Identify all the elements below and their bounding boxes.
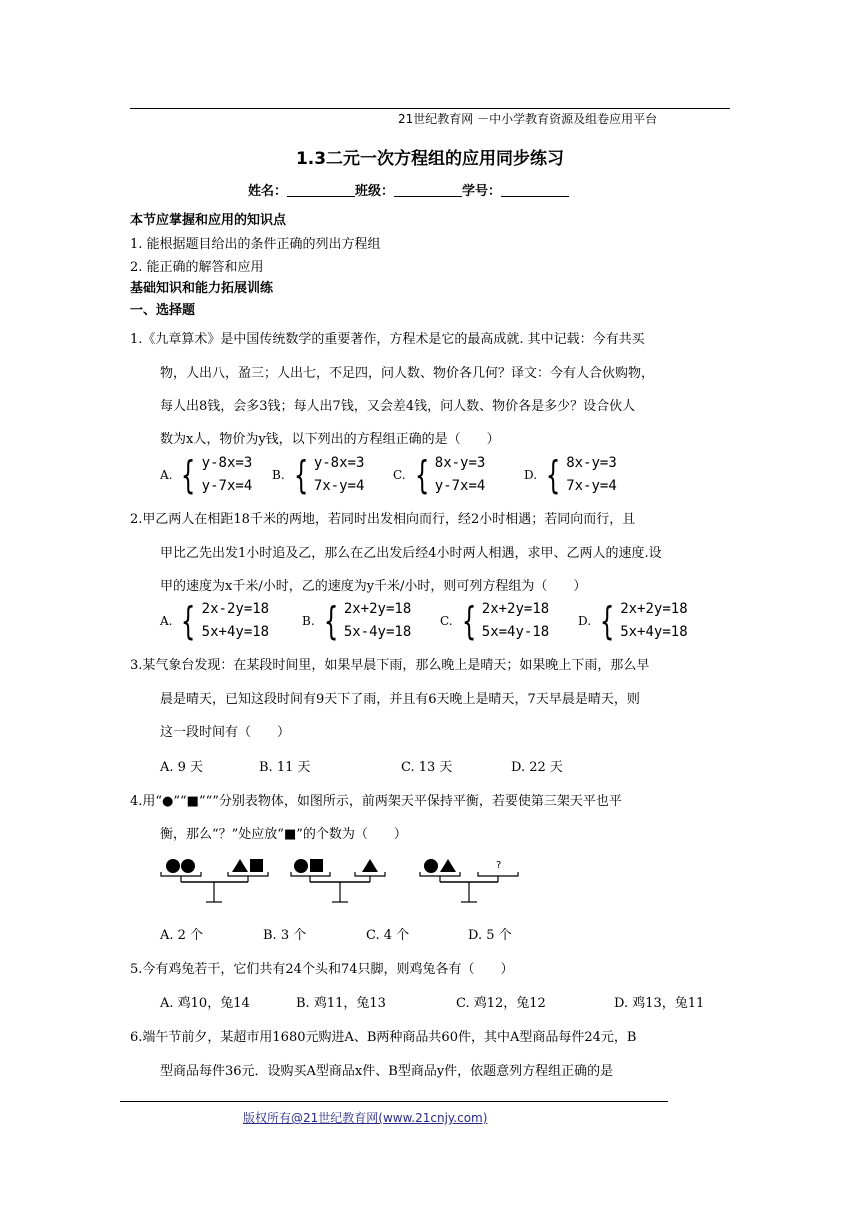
equation: 7x-y=4 <box>313 478 365 494</box>
knowledge-item: 1. 能根据题目给出的条件正确的列出方程组 <box>130 237 381 252</box>
equation: 5x+4y=18 <box>620 624 688 640</box>
id-blank <box>501 184 569 197</box>
student-info <box>248 180 569 199</box>
page-title: 1.3二元一次方程组的应用同步练习 <box>295 149 565 169</box>
equation: 5x+4y=18 <box>201 624 270 640</box>
equation: 8x-y=3 <box>566 455 617 471</box>
option-label: C. <box>440 614 453 628</box>
brace-icon: { <box>599 599 615 643</box>
equation: 5x=4y-18 <box>481 624 550 640</box>
circle-icon <box>181 859 195 873</box>
section-heading: 基础知识和能力拓展训练 <box>130 281 274 296</box>
equation: 2x+2y=18 <box>481 601 550 617</box>
q1-line: 数为x人，物价为y钱，以下列出的方程组正确的是（ ） <box>160 432 500 447</box>
q3-line: 3.某气象台发现：在某段时间里，如果早晨下雨，那么晚上是晴天；如果晚上下雨，那么早 <box>130 658 650 673</box>
q1-line: 1.《九章算术》是中国传统数学的重要著作，方程术是它的最高成就. 其中记载：今有共买 <box>130 332 645 347</box>
q4-line: 衡，那么“？”处应放“■”的个数为（ ） <box>160 827 407 842</box>
q1-line: 每人出8钱，会多3钱；每人出7钱，又会差4钱，问人数、物价各是多少？设合伙人 <box>160 399 636 414</box>
q1-line: 物，人出八，盈三；人出七，不足四，问人数、物价各几何？译文：今有人合伙购物， <box>160 366 655 381</box>
q2-line: 甲比乙先出发1小时追及乙，那么在乙出发后经4小时两人相遇，求甲、乙两人的速度.设 <box>160 546 662 561</box>
knowledge-item: 2. 能正确的解答和应用 <box>130 260 264 275</box>
q5-line: 5.今有鸡兔若干，它们共有24个头和74只脚，则鸡兔各有（ ） <box>130 962 514 977</box>
class-blank <box>394 184 462 197</box>
brace-icon: { <box>545 453 561 497</box>
q3-line: 这一段时间有（ ） <box>160 725 291 740</box>
q1-option-c[interactable] <box>393 452 485 498</box>
equation: y-7x=4 <box>201 478 253 494</box>
q1-option-a[interactable] <box>160 452 252 498</box>
q3-option-d[interactable]: D. 22 天 <box>511 760 563 775</box>
circle-icon <box>294 859 308 873</box>
q5-option-c[interactable]: C. 鸡12，兔12 <box>456 996 546 1011</box>
q4-option-a[interactable]: A. 2 个 <box>160 928 204 943</box>
q2-option-d[interactable] <box>578 598 688 644</box>
q1-option-d[interactable] <box>524 452 617 498</box>
equation: y-8x=3 <box>201 455 253 471</box>
name-label: 姓名： <box>248 184 288 199</box>
q4-option-b[interactable]: B. 3 个 <box>263 928 307 943</box>
option-label: A. <box>160 614 173 628</box>
q6-line: 6.端午节前夕，某超市用1680元购进A、B两种商品共60件，其中A型商品每件24元，B <box>130 1030 637 1045</box>
triangle-icon <box>440 859 456 872</box>
q2-option-c[interactable] <box>440 598 549 644</box>
header-text: 21世纪教育网 －中小学教育资源及组卷应用平台 <box>398 112 658 126</box>
brace-icon: { <box>181 599 196 643</box>
question-mark: ? <box>496 860 502 871</box>
knowledge-heading: 本节应掌握和应用的知识点 <box>130 213 287 228</box>
triangle-icon <box>232 859 248 872</box>
equation: 2x-2y=18 <box>201 601 270 617</box>
circle-icon <box>166 859 180 873</box>
equation: y-8x=3 <box>313 455 365 471</box>
equation: 8x-y=3 <box>434 455 486 471</box>
equation: 5x-4y=18 <box>343 624 412 640</box>
circle-icon <box>424 859 438 873</box>
q3-option-c[interactable]: C. 13 天 <box>401 760 453 775</box>
option-label: A. <box>160 468 173 482</box>
option-label: D. <box>524 468 538 482</box>
balance-scale-2 <box>291 859 385 902</box>
equation: 2x+2y=18 <box>343 601 412 617</box>
option-label: D. <box>578 614 592 628</box>
footer-link[interactable]: 版权所有@21世纪教育网(www.21cnjy.com) <box>243 1111 488 1125</box>
q3-option-b[interactable]: B. 11 天 <box>259 760 311 775</box>
q2-line: 甲的速度为x千米/小时，乙的速度为y千米/小时，则可列方程组为（ ） <box>160 579 587 594</box>
balance-scale-1 <box>161 859 268 902</box>
q2-line: 2.甲乙两人在相距18千米的两地，若同时出发相向而行，经2小时相遇；若同向而行，且 <box>130 512 636 527</box>
q2-option-b[interactable] <box>302 598 411 644</box>
equation: y-7x=4 <box>434 478 486 494</box>
square-icon <box>250 859 263 872</box>
equation: 2x+2y=18 <box>620 601 688 617</box>
name-blank <box>287 184 355 197</box>
equation: 7x-y=4 <box>566 478 617 494</box>
q3-line: 晨是晴天，已知这段时间有9天下了雨，并且有6天晚上是晴天，7天早晨是晴天，则 <box>160 692 640 707</box>
balance-scale-3 <box>420 859 518 902</box>
header-rule <box>130 108 730 109</box>
option-label: B. <box>302 614 315 628</box>
option-label: C. <box>393 468 406 482</box>
q6-line: 型商品每件36元．设购买A型商品x件、B型商品y件，依题意列方程组正确的是 <box>160 1064 614 1079</box>
id-label: 学号： <box>462 184 502 199</box>
brace-icon: { <box>293 453 308 497</box>
option-label: B. <box>272 468 285 482</box>
footer-rule <box>120 1101 668 1102</box>
q4-option-d[interactable]: D. 5 个 <box>468 928 512 943</box>
q3-option-a[interactable]: A. 9 天 <box>160 760 204 775</box>
q5-option-a[interactable]: A. 鸡10，兔14 <box>160 996 250 1011</box>
brace-icon: { <box>414 453 429 497</box>
q4-line: 4.用“●”“■”“”分别表物体，如图所示，前两架天平保持平衡，若要使第三架天平也平 <box>130 794 622 809</box>
q5-option-d[interactable]: D. 鸡13，兔11 <box>614 996 705 1011</box>
part-heading: 一、选择题 <box>130 303 196 318</box>
q4-option-c[interactable]: C. 4 个 <box>366 928 410 943</box>
triangle-icon <box>362 859 378 872</box>
brace-icon: { <box>181 453 196 497</box>
brace-icon: { <box>323 599 338 643</box>
q5-option-b[interactable]: B. 鸡11，兔13 <box>296 996 386 1011</box>
square-icon <box>310 859 323 872</box>
q1-option-b[interactable] <box>272 452 364 498</box>
brace-icon: { <box>461 599 476 643</box>
class-label: 班级： <box>355 184 395 199</box>
q2-option-a[interactable] <box>160 598 269 644</box>
balance-figure <box>160 852 530 912</box>
